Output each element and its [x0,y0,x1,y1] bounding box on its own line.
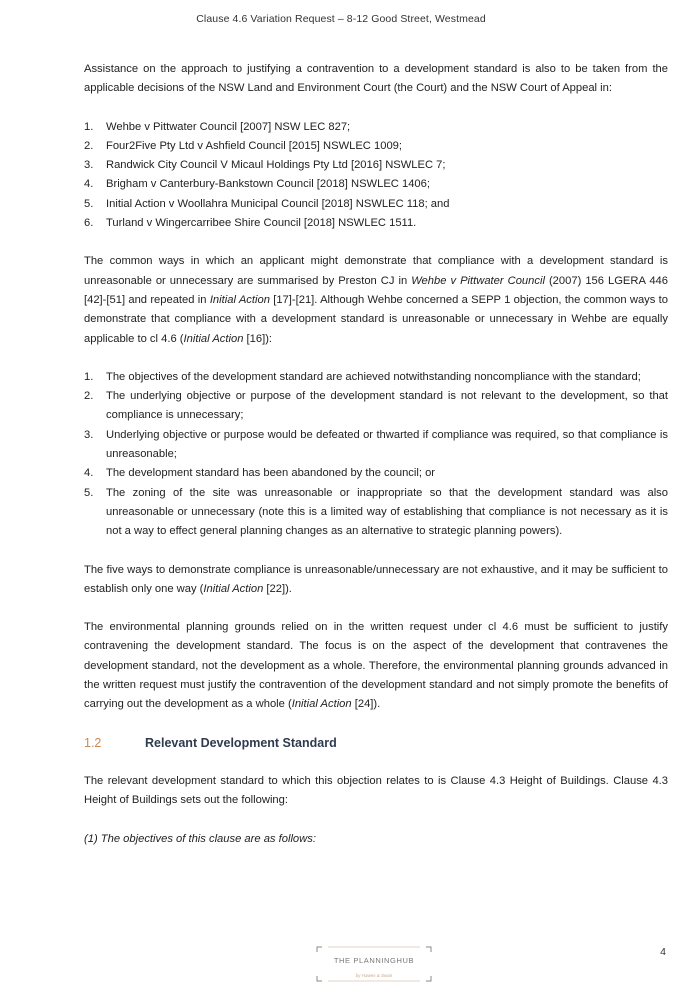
list-item: 3. Underlying objective or purpose would be defeated or thwarted if compliance was required, so that compliance is unreasonable; [84,428,668,461]
case-list [84,118,668,234]
ways-list [84,368,668,542]
page-header: Clause 4.6 Variation Request – 8-12 Good Street, Westmead [196,13,486,25]
objectives-line: (1) The objectives of this clause are as follows: [84,832,316,845]
intro-paragraph: Assistance on the approach to justifying a contravention to a development standard is also to be taken from the applicable decisions of the NSW Land and Environment Court (the Court) and the NSW Court of Appeal in: [84,63,668,95]
section-number: 1.2 [84,735,102,750]
page-number: 4 [660,946,666,958]
logo-tagline: by Hawes & Swan [355,973,393,978]
five-ways-paragraph: The five ways to demonstrate compliance is unreasonable/unnecessary are not exhaustive, and it may be sufficient to establish only one way (Initial Action [22]). [84,563,668,595]
list-item: 2. Four2Five Pty Ltd v Ashfield Council [2015] NSWLEC 1009; [84,139,402,152]
list-item: 3. Randwick City Council V Micaul Holdings Pty Ltd [2016] NSWLEC 7; [84,159,446,172]
list-item: 1. The objectives of the development standard are achieved notwithstanding noncompliance with the standard; [84,370,641,383]
list-item: 4. Brigham v Canterbury-Bankstown Council [2018] NSWLEC 1406; [84,178,430,191]
section-title: Relevant Development Standard [145,735,337,750]
list-item: 5. The zoning of the site was unreasonable or inappropriate so that the development standard was also unreasonable or unnecessary (note this is a limited way of establishing that compliance is not necessary as it is not a way to effect general planning changes as an alternative to strategic planning powers). [84,486,668,538]
list-item: 4. The development standard has been abandoned by the council; or [84,467,436,480]
list-item: 5. Initial Action v Woollahra Municipal Council [2018] NSWLEC 118; and [84,197,450,210]
list-item: 2. The underlying objective or purpose of the development standard is not relevant to the development, so that compliance is unnecessary; [84,390,668,422]
document-body [84,60,668,849]
list-item: 1. Wehbe v Pittwater Council [2007] NSW LEC 827; [84,120,351,133]
list-item: 6. Turland v Wingercarribee Shire Council [2018] NSWLEC 1511. [84,217,417,230]
common-ways-paragraph: The common ways in which an applicant might demonstrate that compliance with a development standard is unreasonable or unnecessary are summarised by Preston CJ in Wehbe v Pittwater Council (2007) 156 LGERA 446 [42]-[51] and repeated in Initial Action [17]-[21]. Although Wehbe concerned a SEPP 1 objection, the common ways to demonstrate that compliance with a development standard is unreasonable or unnecessary in Wehbe are equally applicable to cl 4.6 (Initial Action [16]): [84,255,669,345]
environmental-grounds-paragraph: The environmental planning grounds relied on in the written request under cl 4.6 must be sufficient to justify contravening the development standard. The focus is on the aspect of the development that contravenes the development standard, not the development as a whole. Therefore, the environmental planning grounds advanced in the written request must justify the contravention of the development standard and not simply promote the benefits of carrying out the development as a whole (Initial Action [24]). [84,621,668,711]
logo-text: THE PLANNINGHUB [333,956,415,965]
section-heading [84,734,668,753]
planninghub-logo [316,946,432,986]
relevant-standard-paragraph: The relevant development standard to which this objection relates to is Clause 4.3 Height of Buildings. Clause 4.3 Height of Buildings sets out the following: [84,774,668,807]
